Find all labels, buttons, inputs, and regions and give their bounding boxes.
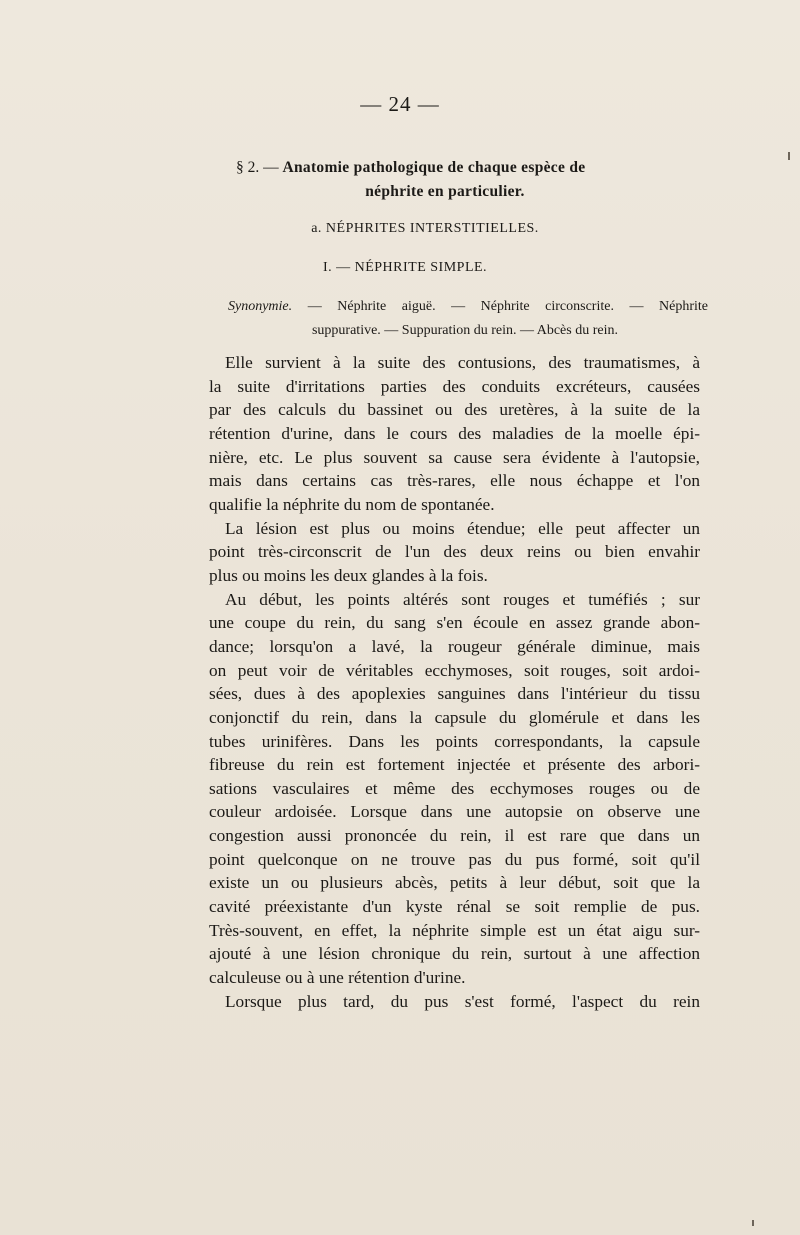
synonymy-block <box>228 295 708 343</box>
section-title-part-2: néphrite en particulier. <box>365 183 525 200</box>
text-line: Lorsque plus tard, du pus s'est formé, l'aspect du rein <box>225 991 700 1011</box>
page-number: — 24 — <box>360 92 440 116</box>
synonymy-line-1-text: — Néphrite aiguë. — Néphrite circonscrite. — Néphrite <box>307 299 709 314</box>
text-line: tubes urinifères. Dans les points correspondants, la capsule <box>209 731 700 751</box>
body-text <box>209 351 700 1013</box>
text-line: point quelconque on ne trouve pas du pus formé, soit qu'il <box>209 849 700 869</box>
text-line: cavité préexistante d'un kyste rénal se soit remplie de pus. <box>209 897 700 917</box>
text-line: dance; lorsqu'on a lavé, la rougeur générale diminue, mais <box>209 636 700 656</box>
text-line: congestion aussi prononcée du rein, il est rare que dans un <box>209 826 700 846</box>
synonymy-line-2: suppurative. — Suppuration du rein. — Abcès du rein. <box>311 323 618 338</box>
text-line: ajouté à une lésion chronique du rein, surtout à une affection <box>209 944 700 964</box>
subheading-simple-nephritis: I. — NÉPHRITE SIMPLE. <box>322 260 488 275</box>
text-line: nière, etc. Le plus souvent sa cause sera évidente à l'autopsie, <box>209 447 700 467</box>
text-line: sations vasculaires et même des ecchymoses rouges ou de <box>209 778 700 798</box>
text-line: Très-souvent, en effet, la néphrite simple est un état aigu sur- <box>209 920 700 940</box>
text-line: plus ou moins les deux glandes à la fois. <box>209 565 488 585</box>
text-line: mais dans certains cas très-rares, elle nous échappe et l'on <box>209 471 700 491</box>
text-line: qualifie la néphrite du nom de spontanée. <box>209 494 495 514</box>
text-line: on peut voir de véritables ecchymoses, soit rouges, soit ardoi- <box>209 660 700 680</box>
section-heading-line-1 <box>212 156 702 180</box>
paper-fleck <box>752 1220 754 1226</box>
paper-fleck <box>788 152 790 160</box>
text-line: une coupe du rein, du sang s'en écoule en assez grande abon- <box>209 613 700 633</box>
text-line: existe un ou plusieurs abcès, petits à leur début, soit que la <box>209 873 700 893</box>
section-title-part-1: Anatomie pathologique de chaque espèce de <box>282 159 586 176</box>
text-line: Elle survient à la suite des contusions, des traumatismes, à <box>225 353 700 372</box>
text-line: calculeuse ou à une rétention d'urine. <box>209 968 466 988</box>
text-line: par des calculs du bassinet ou des uretères, à la suite de la <box>209 400 700 420</box>
section-marker: § 2. — <box>236 159 279 176</box>
text-line: conjonctif du rein, dans la capsule du glomérule et dans les <box>209 707 700 727</box>
synonymy-label: Synonymie. <box>228 299 293 314</box>
section-heading-line-2 <box>212 180 702 204</box>
text-line: rétention d'urine, dans le cours des maladies de la moelle épi- <box>209 423 700 443</box>
text-line: La lésion est plus ou moins étendue; elle peut affecter un <box>225 518 700 538</box>
synonymy-line-1 <box>228 295 708 319</box>
text-line: couleur ardoisée. Lorsque dans une autopsie on observe une <box>209 802 700 822</box>
text-line: Au début, les points altérés sont rouges et tuméfiés ; sur <box>225 589 700 609</box>
section-heading <box>212 156 702 204</box>
subheading-interstitial: a. NÉPHRITES INTERSTITIELLES. <box>311 221 539 236</box>
text-line: sées, dues à des apoplexies sanguines dans l'intérieur du tissu <box>209 684 700 704</box>
text-line: point très-circonscrit de l'un des deux reins ou bien envahir <box>209 542 700 562</box>
text-line: la suite d'irritations parties des conduits excréteurs, causées <box>209 376 700 396</box>
text-line: fibreuse du rein est fortement injectée et présente des arbori- <box>209 755 700 775</box>
